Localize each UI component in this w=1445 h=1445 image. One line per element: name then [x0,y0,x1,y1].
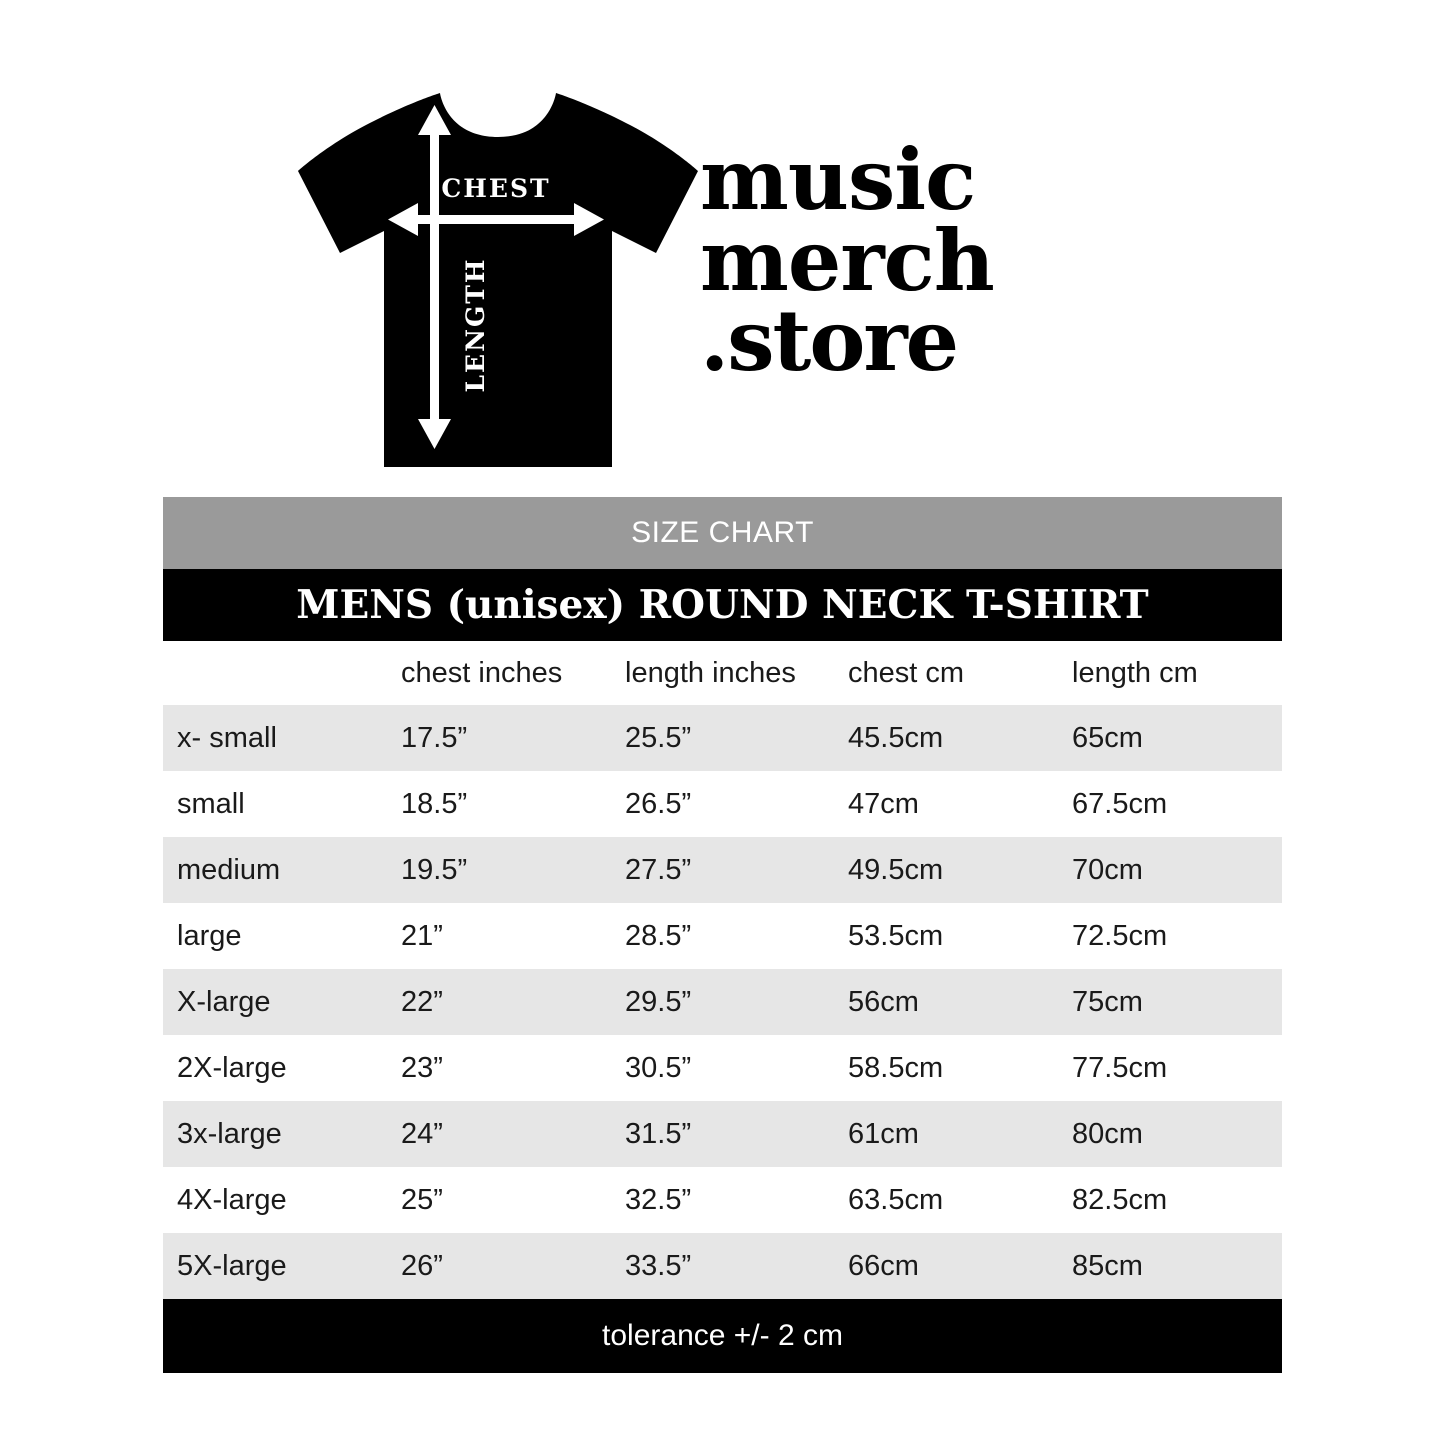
tshirt-diagram [288,85,708,475]
cell-length-inches: 26.5” [611,771,834,837]
cell-size: medium [163,837,387,903]
column-header-length-cm: length cm [1058,641,1282,705]
cell-chest-inches: 17.5” [387,705,611,771]
cell-chest-inches: 25” [387,1167,611,1233]
cell-length-inches: 27.5” [611,837,834,903]
cell-chest-cm: 66cm [834,1233,1058,1299]
cell-length-cm: 65cm [1058,705,1282,771]
cell-length-cm: 80cm [1058,1101,1282,1167]
cell-length-cm: 70cm [1058,837,1282,903]
cell-chest-inches: 26” [387,1233,611,1299]
table-row [163,771,1282,837]
cell-chest-inches: 19.5” [387,837,611,903]
column-header-length-inches: length inches [611,641,834,705]
table-row [163,837,1282,903]
brand-logo [700,130,1120,391]
cell-size: 4X-large [163,1167,387,1233]
cell-size: 3x-large [163,1101,387,1167]
cell-length-inches: 28.5” [611,903,834,969]
table-row [163,1035,1282,1101]
cell-length-inches: 33.5” [611,1233,834,1299]
cell-length-inches: 32.5” [611,1167,834,1233]
cell-chest-cm: 56cm [834,969,1058,1035]
cell-length-cm: 72.5cm [1058,903,1282,969]
brand-line-2: merch [700,210,994,310]
table-row [163,1167,1282,1233]
cell-size: large [163,903,387,969]
cell-size: 2X-large [163,1035,387,1101]
column-header-size [163,641,387,705]
table-header-row [163,641,1282,705]
measurements-table [163,641,1282,1299]
table-row [163,1101,1282,1167]
cell-length-cm: 85cm [1058,1233,1282,1299]
cell-size: x- small [163,705,387,771]
cell-chest-cm: 63.5cm [834,1167,1058,1233]
table-row [163,705,1282,771]
column-header-chest-inches: chest inches [387,641,611,705]
cell-chest-inches: 18.5” [387,771,611,837]
cell-size: X-large [163,969,387,1035]
cell-chest-cm: 47cm [834,771,1058,837]
cell-chest-cm: 61cm [834,1101,1058,1167]
table-row [163,969,1282,1035]
cell-length-inches: 30.5” [611,1035,834,1101]
cell-chest-cm: 53.5cm [834,903,1058,969]
cell-chest-cm: 49.5cm [834,837,1058,903]
table-row [163,903,1282,969]
table-row [163,1233,1282,1299]
cell-chest-inches: 21” [387,903,611,969]
cell-length-cm: 82.5cm [1058,1167,1282,1233]
size-chart-table [163,497,1282,1373]
tolerance-note: tolerance +/- 2 cm [163,1299,1282,1373]
cell-size: 5X-large [163,1233,387,1299]
brand-line-3: .store [700,291,958,391]
cell-chest-inches: 22” [387,969,611,1035]
cell-length-cm: 67.5cm [1058,771,1282,837]
brand-line-1: music [700,130,976,229]
tshirt-icon [288,85,708,475]
cell-chest-cm: 45.5cm [834,705,1058,771]
cell-size: small [163,771,387,837]
size-chart-subtitle: MENS (unisex) ROUND NECK T-SHIRT [163,569,1282,641]
cell-length-cm: 75cm [1058,969,1282,1035]
column-header-chest-cm: chest cm [834,641,1058,705]
cell-chest-inches: 24” [387,1101,611,1167]
header-graphic [0,0,1445,495]
size-chart-title: SIZE CHART [163,497,1282,569]
cell-length-inches: 25.5” [611,705,834,771]
cell-length-inches: 29.5” [611,969,834,1035]
cell-chest-cm: 58.5cm [834,1035,1058,1101]
length-label: LENGTH [461,257,490,393]
chest-label: CHEST [441,174,551,203]
cell-length-cm: 77.5cm [1058,1035,1282,1101]
cell-length-inches: 31.5” [611,1101,834,1167]
cell-chest-inches: 23” [387,1035,611,1101]
